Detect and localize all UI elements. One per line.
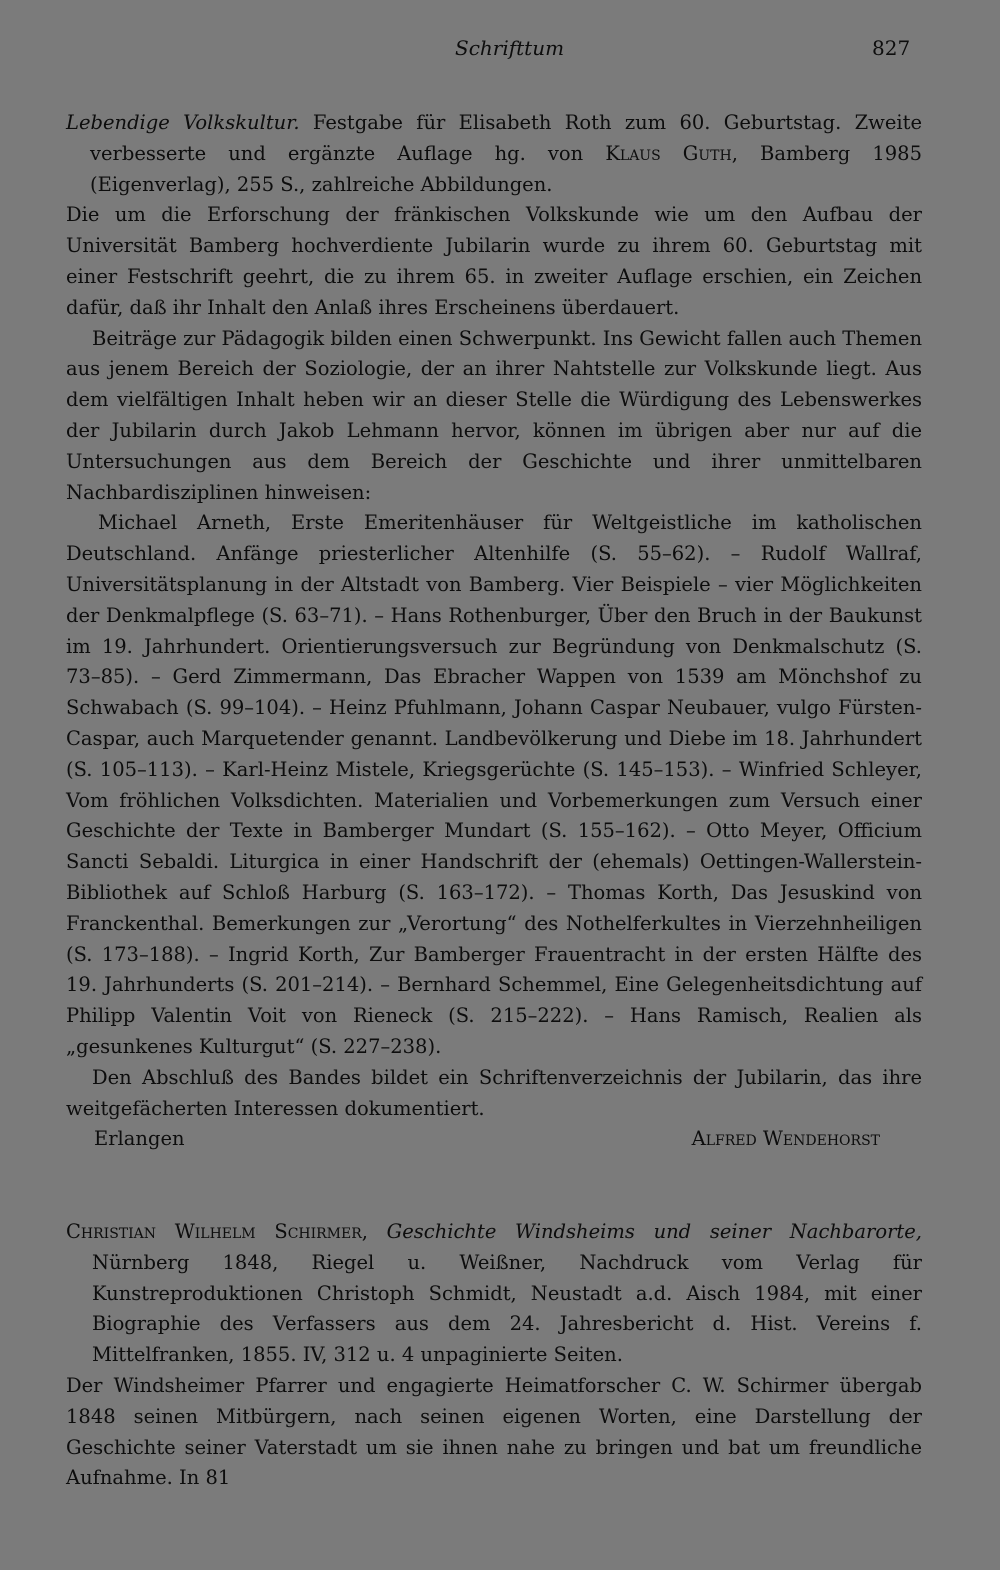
running-title: Schrifttum [455,36,565,60]
review-1-contributions-list: Michael Arneth, Erste Emeritenhäuser für Weltgeistliche im katholischen Deutschland. Anfänge priesterlicher Altenhilfe (S. 55–62). – Rudolf Wallraf, Universitätsplanung in der Altstadt von Bamberg. Vier Beispiele – vier Möglichkeiten der Denkmalpflege (S. 63–71). – Hans Rothenburger, Über den Bruch in der Baukunst im 19. Jahrhundert. Orientierungsversuch zur Begründung von Denkmalschutz (S. 73–85). – Gerd Zimmermann, Das Ebracher Wappen von 1539 am Mönchshof zu Schwabach (S. 99–104). – Heinz Pfuhlmann, Johann Caspar Neubauer, vulgo Fürsten-Caspar, auch Marquetender genannt. Landbevölkerung und Diebe im 18. Jahrhundert (S. 105–113). – Karl-Heinz Mistele, Kriegsgerüchte (S. 145–153). – Winfried Schleyer, Vom fröhlichen Volksdichten. Materialien und Vorbemerkungen zum Versuch einer Geschichte der Texte in Bamberger Mundart (S. 155–162). – Otto Meyer, Officium Sancti Sebaldi. Liturgica in einer Handschrift der (ehemals) Oettingen-Wallerstein-Bibliothek auf Schloß Harburg (S. 163–172). – Thomas Korth, Das Jesuskind von Franckenthal. Bemerkungen zur „Verortung“ des Nothelferkultes in Vierzehnheiligen (S. 173–188). – Ingrid Korth, Zur Bamberger Frauentracht in der ersten Hälfte des 19. Jahrhunderts (S. 201–214). – Bernhard Schemmel, Eine Gelegenheitsdichtung auf Philipp Valentin Voit von Rieneck (S. 215–222). – Hans Ramisch, Realien als „gesunkenes Kulturgut“ (S. 227–238). [66,511,922,1058]
review-1-entry-text-a: Festgabe für Elisabeth Roth zum 60. Geburtstag. Zweite verbesserte und ergänzte Auflage hg. von [90,111,922,165]
review-2-separator: , [361,1220,387,1244]
review-1-paragraph-1: Die um die Erforschung der fränkischen Volkskunde wie um den Aufbau der Universität Bamberg hochverdiente Jubilarin wurde zu ihrem 60. Geburtstag mit einer Festschrift geehrt, die zu ihrem 65. in zweiter Auflage erschien, ein Zeichen dafür, daß ihr Inhalt den Anlaß ihres Erscheinens überdauert. [66,203,922,319]
review-1-editor: Klaus Guth [605,141,732,165]
review-1-paragraph-2: Beiträge zur Pädagogik bilden einen Schwerpunkt. Ins Gewicht fallen auch Themen aus jenem Bereich der Soziologie, der an ihrer Nahtstelle zur Volkskunde liegt. Aus dem vielfältigen Inhalt heben wir an dieser Stelle die Würdigung des Lebenswerkes der Jubilarin durch Jakob Lehmann hervor, können im übrigen aber nur auf die Untersuchungen aus dem Bereich der Geschichte und ihrer unmittelbaren Nachbardisziplinen hinweisen: [66,326,923,504]
review-2-entry-text: Nürnberg 1848, Riegel u. Weißner, Nachdruck vom Verlag für Kunstreproduktionen Christoph Schmidt, Neustadt a.d. Aisch 1984, mit einer Biographie des Verfassers aus dem 24. Jahresbericht d. Hist. Vereins f. Mittelfranken, 1855. IV, 312 u. 4 unpaginierte Seiten. [92,1250,922,1367]
review-1-entry-text-b: , Bamberg 1985 (Eigenverlag), 255 S., zahlreiche Abbildungen. [90,141,922,196]
text-block [66,108,922,1494]
review-1-book-title: Lebendige Volkskultur. [66,111,300,134]
review-2-book-title: Geschichte Windsheims und seiner Nachbarorte, [386,1220,922,1244]
review-1-signature [66,1124,922,1155]
running-head [0,36,1000,68]
review-1-paragraph-4: Den Abschluß des Bandes bildet ein Schriftenverzeichnis der Jubilarin, das ihre weitgefächerten Interessen dokumentiert. [66,1065,922,1120]
review-2-author: Christian Wilhelm Schirmer [66,1220,362,1244]
page-number: 827 [872,36,911,60]
review-1-reviewer: Alfred Wendehorst [691,1127,880,1151]
review-1-place: Erlangen [94,1127,185,1151]
review-2-bibliographic-entry [66,1217,922,1371]
review-1-bibliographic-entry [66,108,922,200]
review-2-paragraph-1: Der Windsheimer Pfarrer und engagierte Heimatforscher C. W. Schirmer übergab 1848 seinen Mitbürgern, nach seinen eigenen Worten, eine Darstellung der Geschichte seiner Vaterstadt um sie ihnen nahe zu bringen und bat um freundliche Aufnahme. In 81 [66,1374,922,1490]
